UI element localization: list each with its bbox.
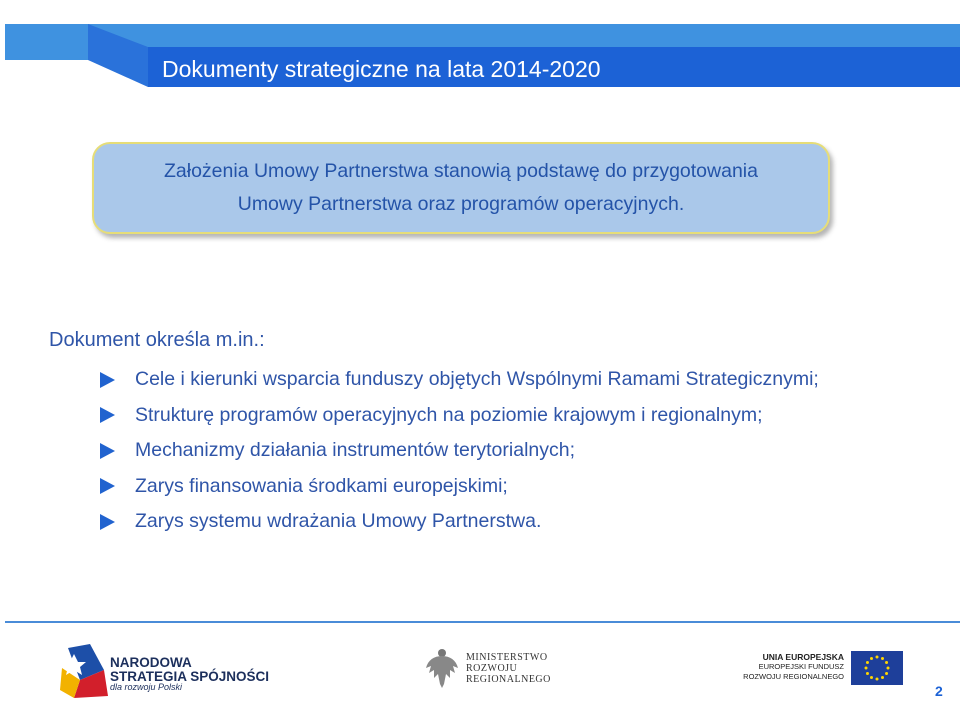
eu-star-icon xyxy=(876,656,879,659)
triangle-bullet-icon xyxy=(100,514,115,530)
eu-flag-icon xyxy=(851,651,903,685)
bullet-text: Mechanizmy działania instrumentów terytorialnych; xyxy=(135,439,576,462)
list-item xyxy=(100,469,819,505)
eu-star-icon xyxy=(881,676,884,679)
triangle-bullet-icon xyxy=(100,372,115,388)
eu-star-icon xyxy=(881,657,884,660)
ministry-line-2: ROZWOJU xyxy=(466,663,518,674)
triangle-bullet-icon xyxy=(100,407,115,423)
bullet-list xyxy=(100,362,819,540)
eu-star-icon xyxy=(866,661,869,664)
bullet-text: Zarys systemu wdrażania Umowy Partnerstwa. xyxy=(135,510,542,533)
eu-line-2: EUROPEJSKI FUNDUSZ xyxy=(758,662,844,671)
eu-line-1: UNIA EUROPEJSKA xyxy=(762,652,844,662)
ministry-line-3: REGIONALNEGO xyxy=(466,674,551,685)
ministry-line-1: MINISTERSTWO xyxy=(466,652,548,663)
intro-text: Dokument określa m.in.: xyxy=(49,329,265,351)
bullet-text: Zarys finansowania środkami europejskimi; xyxy=(135,474,508,497)
list-item xyxy=(100,362,819,398)
page-number: 2 xyxy=(935,683,943,699)
eu-logo-text xyxy=(737,652,844,682)
eu-star-icon xyxy=(870,676,873,679)
nss-logo-text xyxy=(110,656,269,684)
list-item xyxy=(100,433,819,469)
callout-line-2: Umowy Partnerstwa oraz programów operacyjnych. xyxy=(237,193,685,215)
nss-subtitle: dla rozwoju Polski xyxy=(110,682,183,692)
callout-text xyxy=(164,155,758,221)
eu-star-icon xyxy=(887,667,890,670)
eu-line-3: ROZWOJU REGIONALNEGO xyxy=(743,672,844,681)
eu-star-icon xyxy=(876,678,879,681)
bullet-text: Strukturę programów operacyjnych na poziomie krajowym i regionalnym; xyxy=(135,403,763,426)
list-item xyxy=(100,504,819,540)
triangle-bullet-icon xyxy=(100,443,115,459)
eu-star-icon xyxy=(870,657,873,660)
ministry-logo-text xyxy=(466,652,551,685)
eagle-emblem-icon xyxy=(425,646,459,688)
nss-line-2: STRATEGIA SPÓJNOŚCI xyxy=(110,669,270,684)
triangle-bullet-icon xyxy=(100,478,115,494)
eu-star-icon xyxy=(885,661,888,664)
callout-box xyxy=(92,142,830,234)
eu-star-icon xyxy=(866,672,869,675)
bullet-text: Cele i kierunki wsparcia funduszy objętych Wspólnymi Ramami Strategicznymi; xyxy=(135,368,819,391)
slide-title: Dokumenty strategiczne na lata 2014-2020 xyxy=(162,56,601,82)
footer-divider xyxy=(5,621,960,623)
eu-star-icon xyxy=(865,667,868,670)
callout-line-1: Założenia Umowy Partnerstwa stanowią podstawę do przygotowania xyxy=(164,160,758,182)
nss-line-1: NARODOWA xyxy=(110,655,192,670)
list-item xyxy=(100,398,819,434)
eu-star-icon xyxy=(885,672,888,675)
